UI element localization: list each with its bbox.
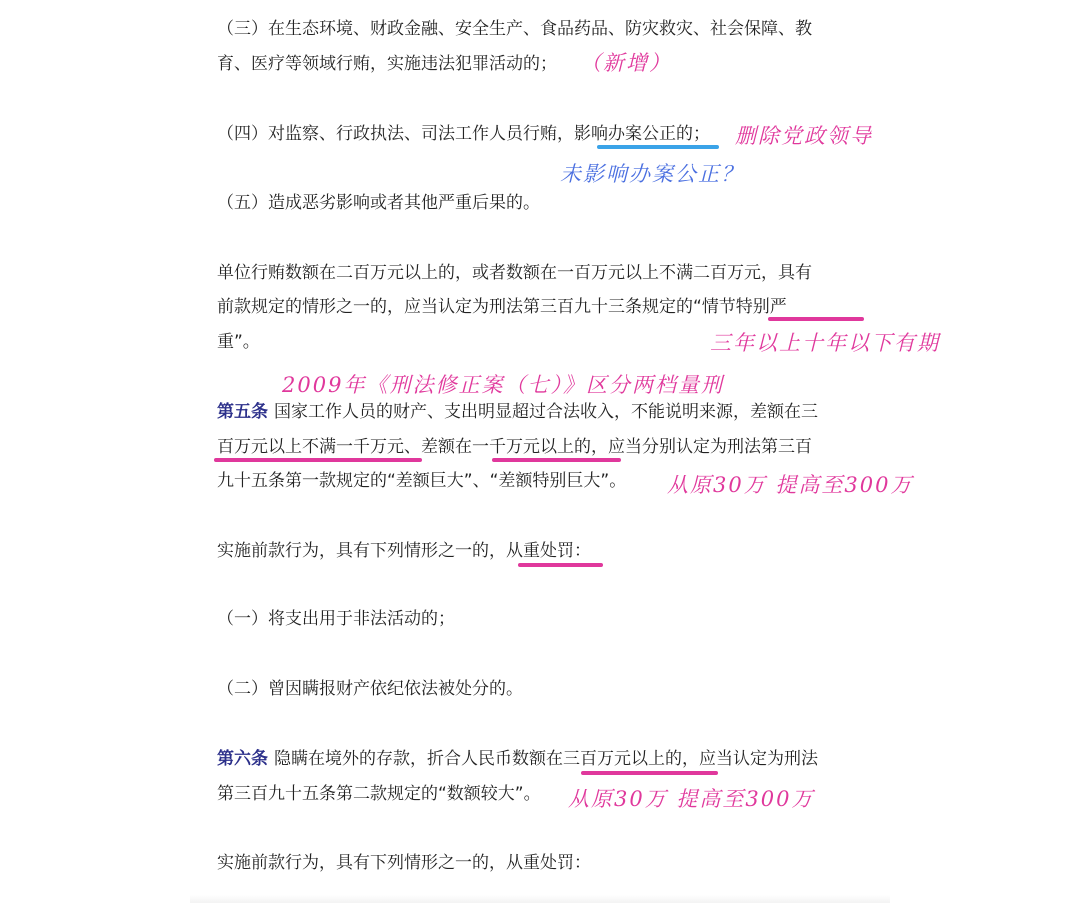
article5-line2: 百万元以上不满一千万元、差额在一千万元以上的，应当分别认定为刑法第三百 [217, 437, 812, 457]
underline-3m-to-10m [214, 458, 422, 462]
article5-line1 [217, 401, 818, 423]
article6-paragraph2: 实施前款行为，具有下列情形之一的，从重处罚： [217, 853, 591, 873]
underline-case-fairness [597, 145, 719, 149]
note-raise-article6: 从原30万 提高至300万 [568, 787, 815, 811]
unit-line2: 前款规定的情形之一的，应当认定为刑法第三百九十三条规定的“情节特别严 [217, 297, 787, 317]
note-sentence-range: 三年以上十年以下有期 [710, 331, 940, 355]
item4-highlight: 影响办案公正的 [574, 124, 693, 144]
underline-over-3m [581, 771, 718, 775]
unit-line1: 单位行贿数额在二百万元以上的，或者数额在一百万元以上不满二百万元，具有 [217, 263, 812, 283]
note-delete-party-leader: 删除党政领导 [735, 124, 873, 148]
article5-text: 国家工作人员的财产、支出明显超过合法收入，不能说明来源，差额在三 [274, 402, 818, 422]
article6-label: 第六条 [217, 749, 268, 769]
page-bottom-edge [190, 895, 890, 903]
article6-line1 [217, 748, 818, 770]
note-not-affect-fairness: 未影响办案公正？ [560, 162, 744, 186]
item4-end: ； [693, 124, 710, 144]
article6-text: 隐瞒在境外的存款，折合人民币数额在三百万元以上的，应当认定为刑法 [274, 749, 818, 769]
note-amendment-seven: 2009年《刑法修正案（七）》区分两档量刑 [282, 373, 724, 397]
article5-line3: 九十五条第一款规定的“差额巨大”、“差额特别巨大”。 [217, 471, 627, 491]
item3-line1: （三）在生态环境、财政金融、安全生产、食品药品、防灾救灾、社会保障、教 [217, 19, 812, 39]
underline-especially-serious [768, 317, 864, 321]
article6-line2: 第三百九十五条第二款规定的“数额较大”。 [217, 784, 541, 804]
item4-text: （四）对监察、行政执法、司法工作人员行贿， [217, 124, 574, 144]
underline-over-10m [492, 458, 621, 462]
note-new-added: （新增） [580, 51, 672, 75]
item3-line2: 育、医疗等领域行贿，实施违法犯罪活动的； [217, 54, 557, 74]
article5-item1: （一）将支出用于非法活动的； [217, 609, 455, 629]
underline-heavier-penalty [518, 563, 603, 567]
item4-line [217, 123, 710, 145]
article5-label: 第五条 [217, 402, 268, 422]
unit-line3: 重”。 [217, 332, 260, 352]
note-raise-article5: 从原30万 提高至300万 [667, 473, 914, 497]
article5-paragraph2: 实施前款行为，具有下列情形之一的，从重处罚： [217, 541, 591, 561]
article5-item2: （二）曾因瞒报财产依纪依法被处分的。 [217, 679, 523, 699]
item5-line: （五）造成恶劣影响或者其他严重后果的。 [217, 193, 540, 213]
